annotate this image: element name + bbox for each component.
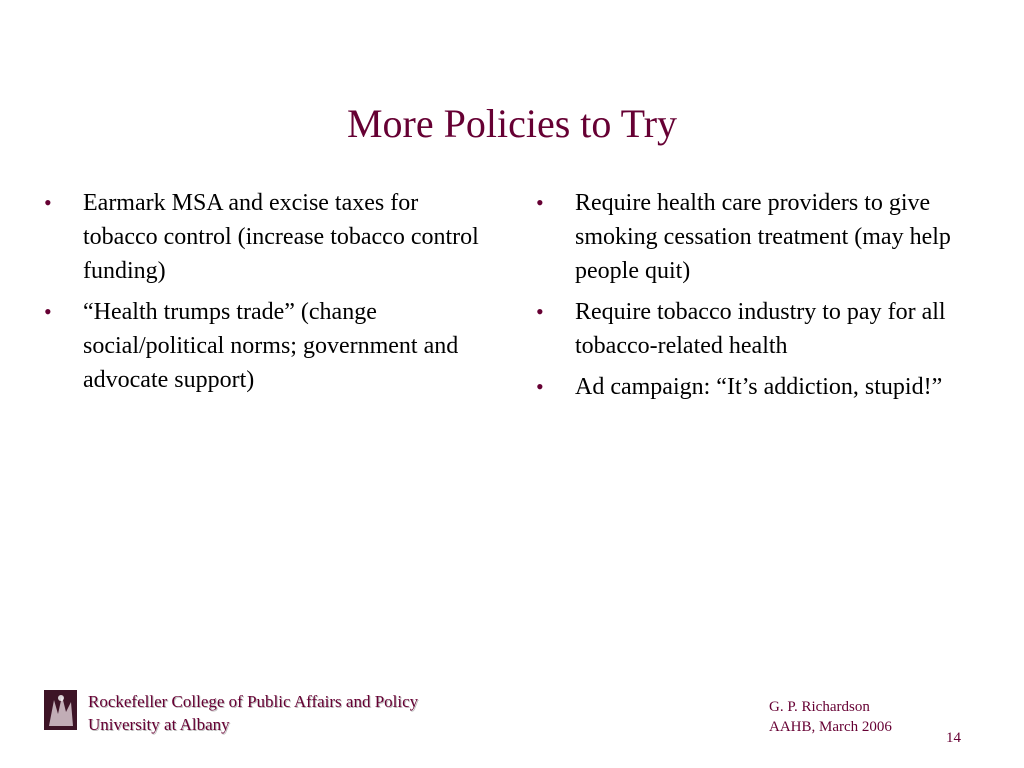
rockefeller-logo-icon xyxy=(44,690,77,730)
author-name: G. P. Richardson xyxy=(769,699,870,715)
bullet-text: Require tobacco industry to pay for all tobacco-related health xyxy=(575,299,946,359)
bullet-item xyxy=(536,370,986,404)
bullet-text: Require health care providers to give smoking cessation treatment (may help people quit) xyxy=(575,190,951,284)
author-info xyxy=(769,697,892,737)
bullet-text: Earmark MSA and excise taxes for tobacco control (increase tobacco control funding) xyxy=(83,190,479,284)
left-bullet-list xyxy=(44,186,494,404)
bullet-item xyxy=(44,186,494,288)
bullet-icon: • xyxy=(536,299,544,324)
event-date: AAHB, March 2006 xyxy=(769,719,892,735)
college-line1: Rockefeller College of Public Affairs and Policy xyxy=(88,692,419,711)
page-number: 14 xyxy=(946,730,961,746)
slide-title: More Policies to Try xyxy=(346,101,678,146)
college-name xyxy=(88,690,418,736)
bullet-icon: • xyxy=(44,190,52,215)
college-line2: University at Albany xyxy=(88,715,230,734)
bullet-item xyxy=(536,295,986,363)
bullet-text: “Health trumps trade” (change social/political norms; government and advocate support) xyxy=(83,299,459,393)
bullet-item xyxy=(536,186,986,288)
right-bullet-list xyxy=(536,186,986,411)
bullet-icon: • xyxy=(536,190,544,215)
bullet-icon: • xyxy=(536,374,544,399)
bullet-item xyxy=(44,295,494,397)
bullet-icon: • xyxy=(44,299,52,324)
bullet-text: Ad campaign: “It’s addiction, stupid!” xyxy=(575,374,943,400)
